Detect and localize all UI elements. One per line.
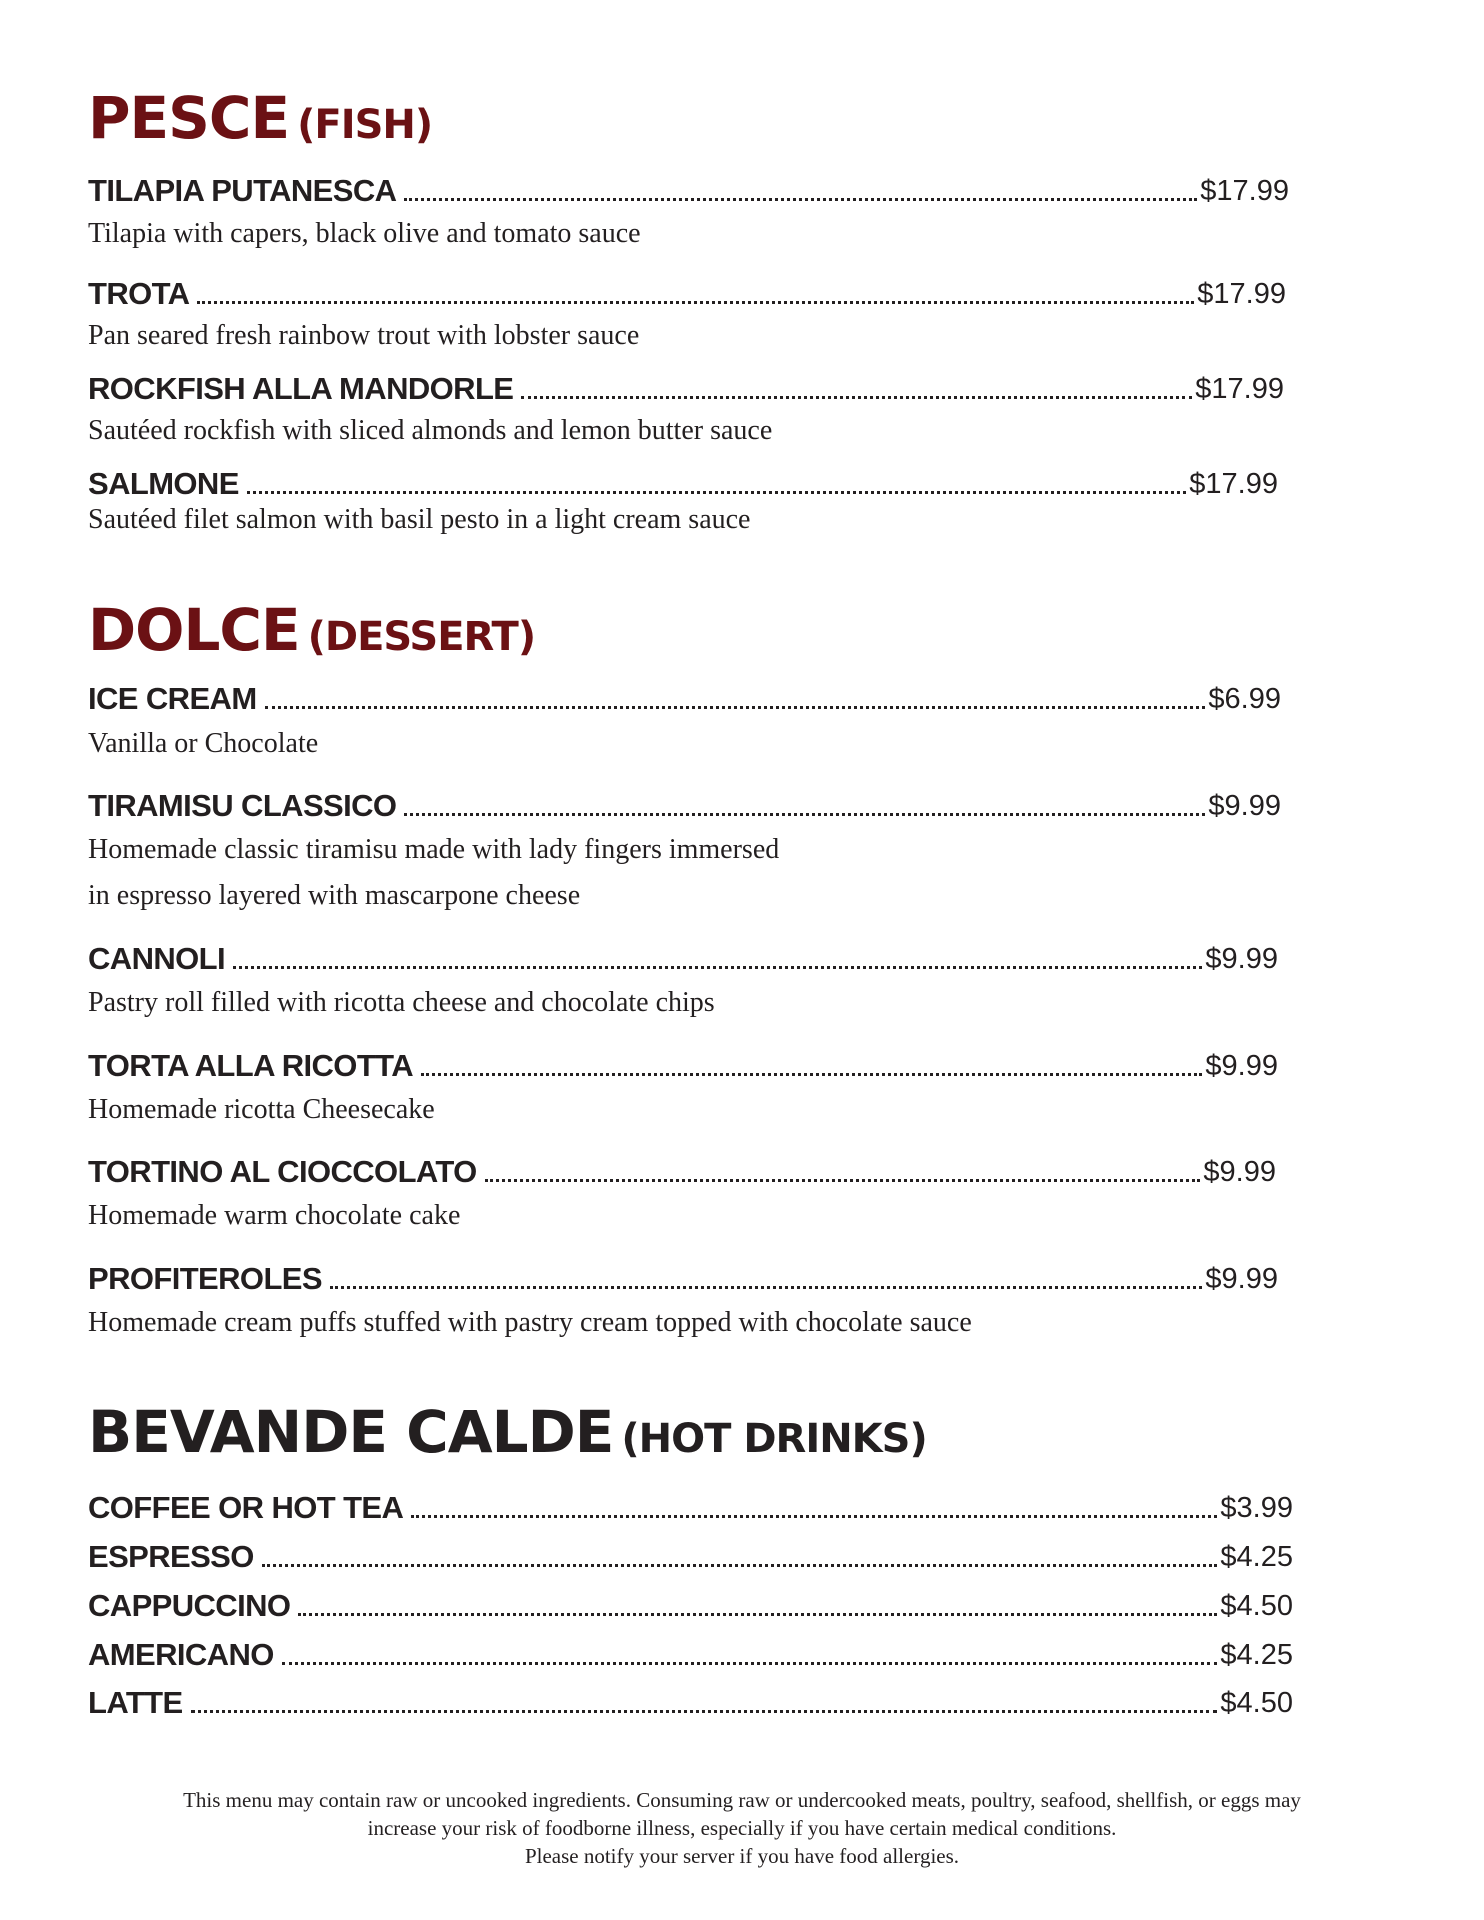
dot-leader — [247, 490, 1186, 494]
item-price: $9.99 — [1203, 1156, 1276, 1188]
dot-leader — [404, 197, 1197, 201]
dot-leader — [191, 1709, 1218, 1713]
item-name: TORTA ALLA RICOTTA — [88, 1048, 413, 1083]
dot-leader — [298, 1612, 1217, 1616]
item-description: Sautéed filet salmon with basil pesto in a light cream sauce — [88, 504, 751, 535]
menu-item-rockfish-alla-mandorle — [88, 364, 1284, 404]
item-description: in espresso layered with mascarpone cheese — [88, 880, 581, 911]
item-price: $4.50 — [1220, 1687, 1293, 1719]
item-name: TROTA — [88, 276, 190, 311]
section-title-sub: (DESSERT) — [307, 614, 536, 660]
item-price: $17.99 — [1195, 373, 1284, 405]
menu-item-coffee-or-hot-tea — [88, 1483, 1293, 1523]
item-price: $9.99 — [1205, 1050, 1278, 1082]
dot-leader — [262, 1563, 1218, 1567]
dot-leader — [282, 1661, 1218, 1665]
menu-item-torta-alla-ricotta — [88, 1041, 1278, 1081]
item-name: COFFEE OR HOT TEA — [88, 1490, 404, 1525]
dot-leader — [411, 1514, 1217, 1518]
item-name: CAPPUCCINO — [88, 1588, 291, 1623]
item-price: $4.25 — [1220, 1541, 1293, 1573]
menu-item-ice-cream — [88, 674, 1281, 714]
item-name: SALMONE — [88, 466, 239, 501]
section-title-pesce — [88, 84, 432, 152]
item-price: $3.99 — [1220, 1492, 1293, 1524]
item-price: $4.50 — [1220, 1590, 1293, 1622]
item-description: Tilapia with capers, black olive and tomato sauce — [88, 218, 641, 249]
dot-leader — [404, 812, 1205, 816]
section-title-bevande-calde — [88, 1398, 927, 1466]
item-description: Homemade warm chocolate cake — [88, 1200, 461, 1231]
dot-leader — [265, 705, 1206, 709]
item-name: ROCKFISH ALLA MANDORLE — [88, 371, 514, 406]
item-name: TILAPIA PUTANESCA — [88, 173, 397, 208]
item-description: Sautéed rockfish with sliced almonds and lemon butter sauce — [88, 415, 773, 446]
item-name: TIRAMISU CLASSICO — [88, 788, 397, 823]
menu-item-cannoli — [88, 934, 1278, 974]
dot-leader — [233, 965, 1202, 969]
menu-item-tortino-al-cioccolato — [88, 1147, 1276, 1187]
menu-item-latte — [88, 1678, 1293, 1718]
item-price: $4.25 — [1220, 1639, 1293, 1671]
item-name: PROFITEROLES — [88, 1261, 322, 1296]
item-name: LATTE — [88, 1685, 183, 1720]
menu-item-americano — [88, 1630, 1293, 1670]
item-price: $6.99 — [1208, 683, 1281, 715]
section-title-sub: (FISH) — [297, 102, 433, 148]
disclaimer-line: increase your risk of foodborne illness, especially if you have certain medical conditions. — [367, 1816, 1117, 1840]
item-name: CANNOLI — [88, 941, 226, 976]
disclaimer-line: Please notify your server if you have food allergies. — [524, 1844, 960, 1868]
menu-item-cappuccino — [88, 1581, 1293, 1621]
section-title-main: BEVANDE CALDE — [88, 1398, 614, 1466]
menu-item-salmone — [88, 459, 1278, 499]
item-price: $9.99 — [1205, 943, 1278, 975]
item-price: $9.99 — [1208, 790, 1281, 822]
item-name: ESPRESSO — [88, 1539, 254, 1574]
section-title-sub: (HOT DRINKS) — [621, 1416, 927, 1462]
item-description: Pan seared fresh rainbow trout with lobster sauce — [88, 320, 640, 351]
allergy-disclaimer — [60, 1786, 1424, 1870]
section-title-main: PESCE — [88, 84, 290, 152]
dot-leader — [485, 1178, 1201, 1182]
menu-item-tiramisu-classico — [88, 781, 1281, 821]
item-price: $17.99 — [1200, 175, 1289, 207]
item-name: ICE CREAM — [88, 681, 257, 716]
section-title-dolce — [88, 596, 535, 664]
menu-item-trota — [88, 269, 1286, 309]
dot-leader — [521, 395, 1192, 399]
item-price: $17.99 — [1197, 278, 1286, 310]
item-description: Homemade classic tiramisu made with lady fingers immersed — [88, 834, 780, 865]
item-description: Homemade ricotta Cheesecake — [88, 1094, 435, 1125]
disclaimer-line: This menu may contain raw or uncooked ingredients. Consuming raw or undercooked meats, poultry, seafood, shellfish, or eggs may — [183, 1788, 1301, 1812]
section-title-main: DOLCE — [88, 596, 300, 664]
item-name: TORTINO AL CIOCCOLATO — [88, 1154, 477, 1189]
item-price: $17.99 — [1189, 468, 1278, 500]
item-name: AMERICANO — [88, 1637, 274, 1672]
dot-leader — [330, 1285, 1202, 1289]
item-description: Homemade cream puffs stuffed with pastry cream topped with chocolate sauce — [88, 1307, 972, 1338]
item-description: Vanilla or Chocolate — [88, 728, 319, 759]
dot-leader — [421, 1072, 1202, 1076]
item-price: $9.99 — [1205, 1263, 1278, 1295]
menu-item-espresso — [88, 1532, 1293, 1572]
menu-item-profiteroles — [88, 1254, 1278, 1294]
dot-leader — [197, 300, 1194, 304]
item-description: Pastry roll filled with ricotta cheese and chocolate chips — [88, 987, 715, 1018]
menu-item-tilapia-putanesca — [88, 166, 1289, 206]
